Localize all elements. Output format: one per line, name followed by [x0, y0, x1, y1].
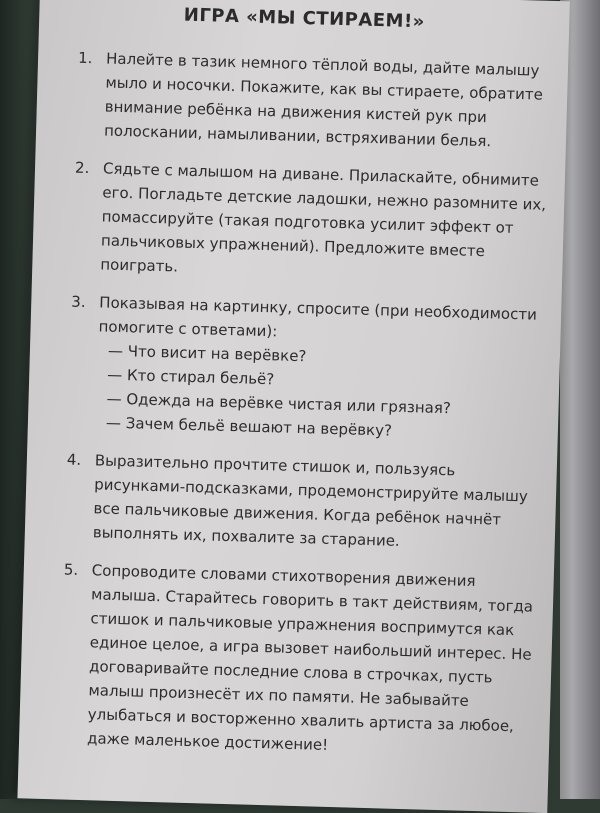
item-text: Сопроводите словами стихотворения движения малыша. Старайтесь говорить в такт действиям, тогда стишок и пальчиковые упражнения воспримутся как единое целое, а игра вызовет наибольший интерес. Не договаривайте последние слова в строчках, пусть малыш произнесёт их по памяти. Не забывайте улыбаться и восторженно хвалить артиста за любое, даже маленькое достижение!: [86, 561, 534, 754]
list-item: [68, 290, 552, 447]
question: — Кто стирал бельё?: [107, 365, 275, 389]
list-item: [65, 448, 547, 557]
item-number: 2.: [74, 158, 90, 178]
list-item: [72, 156, 555, 289]
question-list: [96, 338, 551, 447]
item-text: Выразительно прочтите стишок и, пользуясь рисунками-подсказками, продемонстрируйте малышу все пальчиковые движения. Когда ребёнок начнёт выполнять их, похвалите за старание.: [92, 451, 529, 550]
item-number: 3.: [71, 292, 86, 311]
instruction-list: [58, 46, 558, 777]
book-page: [17, 0, 569, 813]
item-number: 5.: [63, 560, 79, 579]
item-text: Сядьте с малышом на диване. Приласкайте, обнимите его. Погладьте детские ладошки, нежно разомните их, помассируйте (такая подготовка усилит эффект от пальчиковых упражнений). Предложите вместе поиграть.: [100, 159, 547, 276]
item-text: Налейте в тазик немного тёплой воды, дайте малышу мыло и носочки. Покажите, как вы стираете, обратите внимание ребёнка на движения кистей рук при полоскании, намыливании, встряхивании белья.: [103, 49, 544, 151]
item-number: 1.: [77, 48, 93, 68]
list-item: [59, 557, 544, 762]
question: — Что висит на верёвке?: [107, 341, 307, 366]
question: — Одежда на верёвке чистая или грязная?: [106, 389, 452, 418]
item-text: Показывая на картинку, спросите (при необходимости помогите с ответами):: [98, 293, 538, 341]
list-item: [76, 46, 558, 155]
question: — Зачем бельё вешают на верёвку?: [105, 413, 393, 440]
item-number: 4.: [66, 450, 82, 469]
page-title: ИГРА «МЫ СТИРАЕМ!»: [183, 4, 426, 33]
